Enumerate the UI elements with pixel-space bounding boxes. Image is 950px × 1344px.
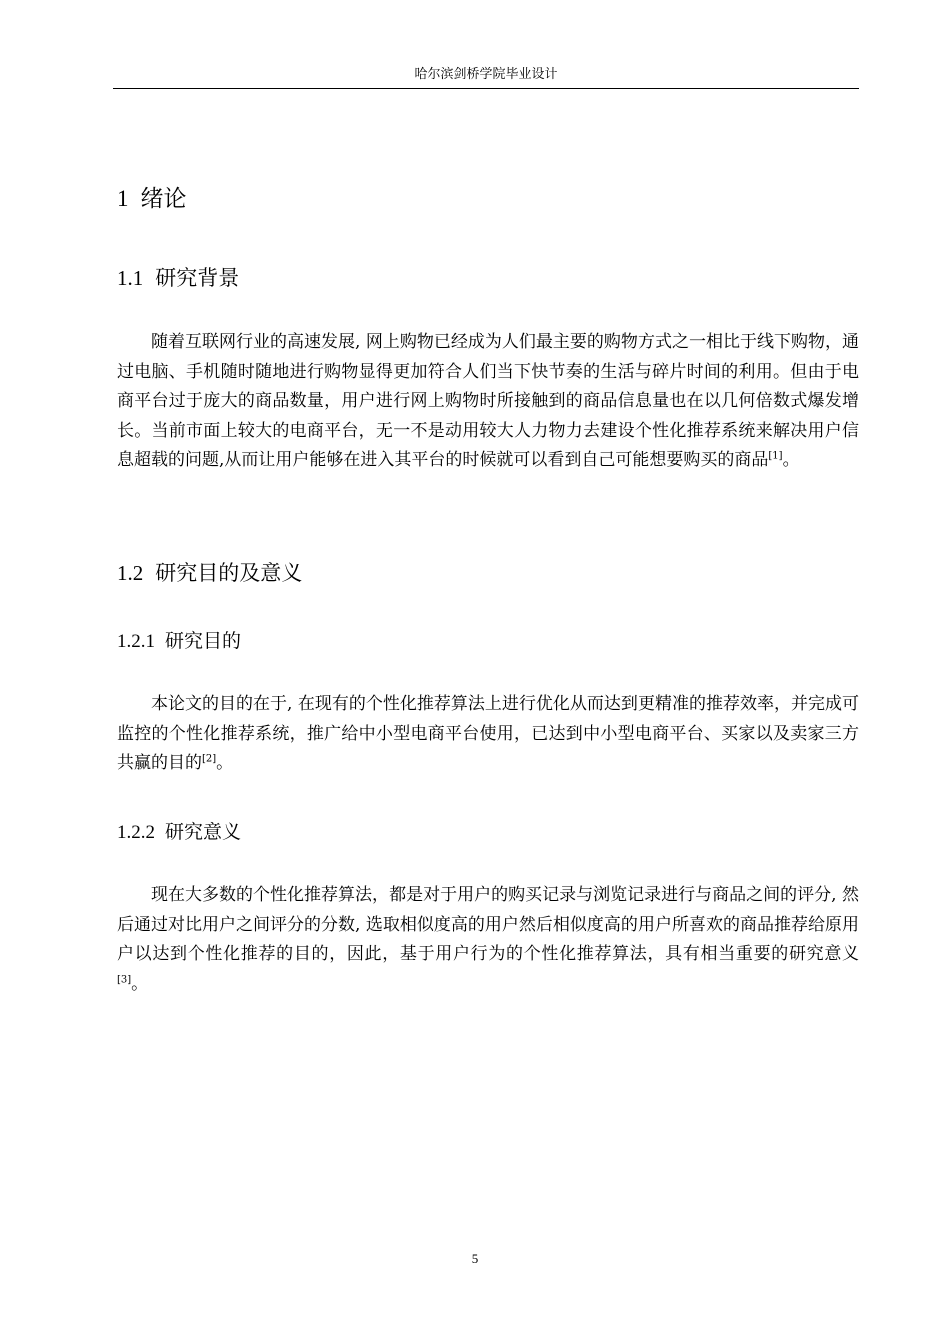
- subsection-title: 研究意义: [165, 821, 242, 843]
- citation-ref: [2]: [202, 753, 217, 765]
- section-number: 1.2: [117, 561, 144, 585]
- paragraph-text: 本论文的目的在于, 在现有的个性化推荐算法上进行优化从而达到更精准的推荐效率，并完成可监控的个性化推荐系统，推广给中小型电商平台使用，已达到中小型电商平台、买家以及卖家三方共赢的目的: [117, 694, 859, 773]
- subsection-number: 1.2.2: [117, 822, 155, 843]
- section-heading-background: [117, 264, 239, 292]
- section-heading-purpose-significance: [117, 559, 302, 587]
- paragraph-text: 现在大多数的个性化推荐算法，都是对于用户的购买记录与浏览记录进行与商品之间的评分, 然后通过对比用户之间评分的分数, 选取相似度高的用户然后相似度高的用户所喜欢的商品推荐给原用户以达到个性化推荐的目的，因此，基于用户行为的个性化推荐算法，具有相当重要的研究意义: [117, 885, 859, 964]
- paragraph-end: 。: [782, 450, 800, 470]
- paragraph-end: 。: [131, 973, 149, 994]
- subsection-number: 1.2.1: [117, 631, 155, 652]
- background-paragraph: [117, 328, 859, 476]
- paragraph-end: 。: [216, 753, 234, 773]
- section-title: 研究目的及意义: [155, 561, 303, 585]
- section-number: 1.1: [117, 266, 144, 290]
- chapter-title: 绪论: [140, 186, 187, 212]
- significance-paragraph: [117, 881, 859, 999]
- chapter-number: 1: [117, 186, 129, 211]
- purpose-paragraph: [117, 690, 859, 779]
- page-header: [113, 66, 859, 89]
- subsection-title: 研究目的: [165, 630, 242, 652]
- citation-ref: [3]: [117, 973, 132, 985]
- paragraph-text: 随着互联网行业的高速发展, 网上购物已经成为人们最主要的购物方式之一相比于线下购物，通过电脑、手机随时随地进行购物显得更加符合人们当下快节奏的生活与碎片时间的利用。但由于电商平台过于庞大的商品数量，用户进行网上购物时所接触到的商品信息量也在以几何倍数式爆发增长。当前市面上较大的电商平台，无一不是动用较大人力物力去建设个性化推荐系统来解决用户信息超载的问题,从而让用户能够在进入其平台的时候就可以看到自己可能想要购买的商品: [117, 332, 859, 470]
- header-title: 哈尔滨剑桥学院毕业设计: [414, 67, 558, 82]
- section-title: 研究背景: [155, 266, 240, 290]
- subsection-heading-purpose: [117, 628, 241, 655]
- chapter-heading: [117, 184, 187, 214]
- subsection-heading-significance: [117, 819, 241, 846]
- citation-ref: [1]: [768, 450, 783, 462]
- page-number: 5: [471, 1251, 479, 1266]
